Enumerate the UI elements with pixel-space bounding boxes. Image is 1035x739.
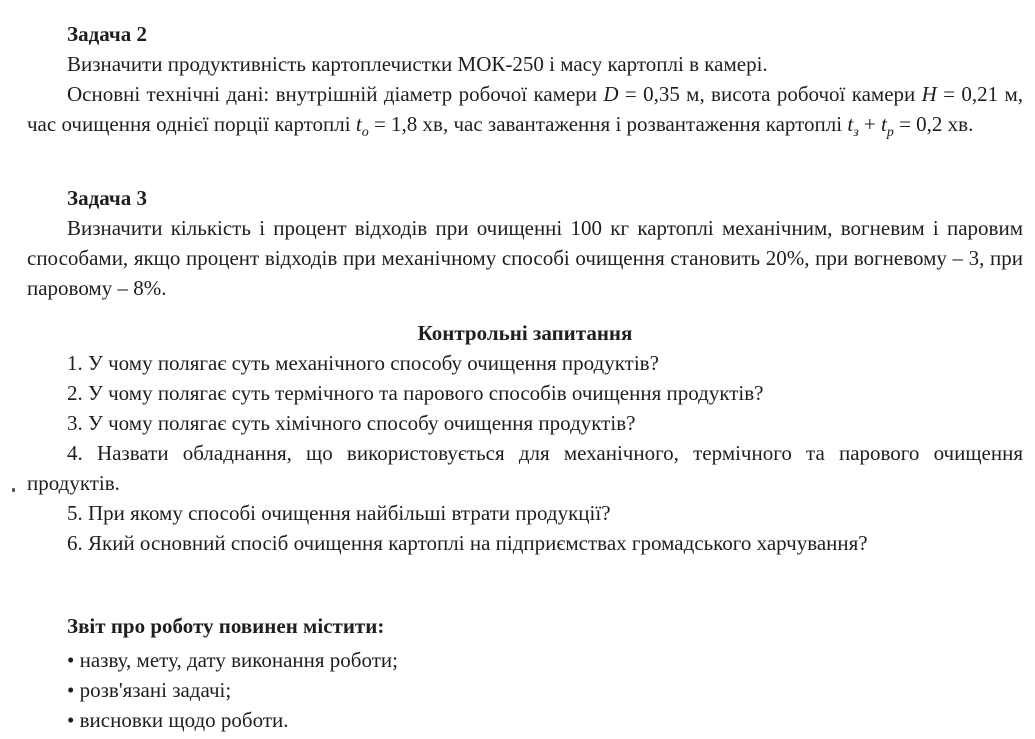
control-questions-section <box>27 318 1023 558</box>
task-3-statement: Визначити кількість і процент відходів при очищенні 100 кг картоплі механічним, вогневим і паровим способами, якщо процент відходів при механічному способі очищення становить 20%, при вогневому – 3, при паровому – 8%. <box>27 216 1023 300</box>
task-2-section <box>27 19 1023 139</box>
question-item: 5. При якому способі очищення найбільші втрати продукції? <box>67 501 611 525</box>
question-item: 6. Який основний спосіб очищення картоплі на підприємствах громадського харчування? <box>67 531 868 555</box>
question-item: 1. У чому полягає суть механічного способу очищення продуктів? <box>67 351 659 375</box>
question-item: 4. Назвати обладнання, що використовується для механічного, термічного та парового очищення продуктів. <box>27 441 1023 495</box>
task-2-technical-data: Основні технічні дані: внутрішній діаметр робочої камери D = 0,35 м, висота робочої камери H = 0,21 м, час очищення однієї порції картоплі $t_о = 1,8$ хв, час завантаження і розвантаження картоплі $t_з + t_р = 0,2$ хв. <box>27 82 1023 141</box>
task-2-statement: Визначити продуктивність картоплечистки МОК-250 і масу картоплі в камері. <box>67 52 768 76</box>
report-list-item: • висновки щодо роботи. <box>67 708 289 732</box>
question-item: 3. У чому полягає суть хімічного способу очищення продуктів? <box>67 411 636 435</box>
task-3-title: Задача 3 <box>67 186 147 210</box>
report-section <box>27 611 1023 735</box>
task-2-title: Задача 2 <box>67 22 147 46</box>
report-list-item: • назву, мету, дату виконання роботи; <box>67 648 398 672</box>
scan-speck <box>12 488 15 492</box>
question-item: 2. У чому полягає суть термічного та парового способів очищення продуктів? <box>67 381 764 405</box>
task-3-section <box>27 183 1023 303</box>
report-list-item: • розв'язані задачі; <box>67 678 232 702</box>
control-questions-title: Контрольні запитання <box>417 321 633 345</box>
report-title: Звіт про роботу повинен містити: <box>67 614 385 638</box>
